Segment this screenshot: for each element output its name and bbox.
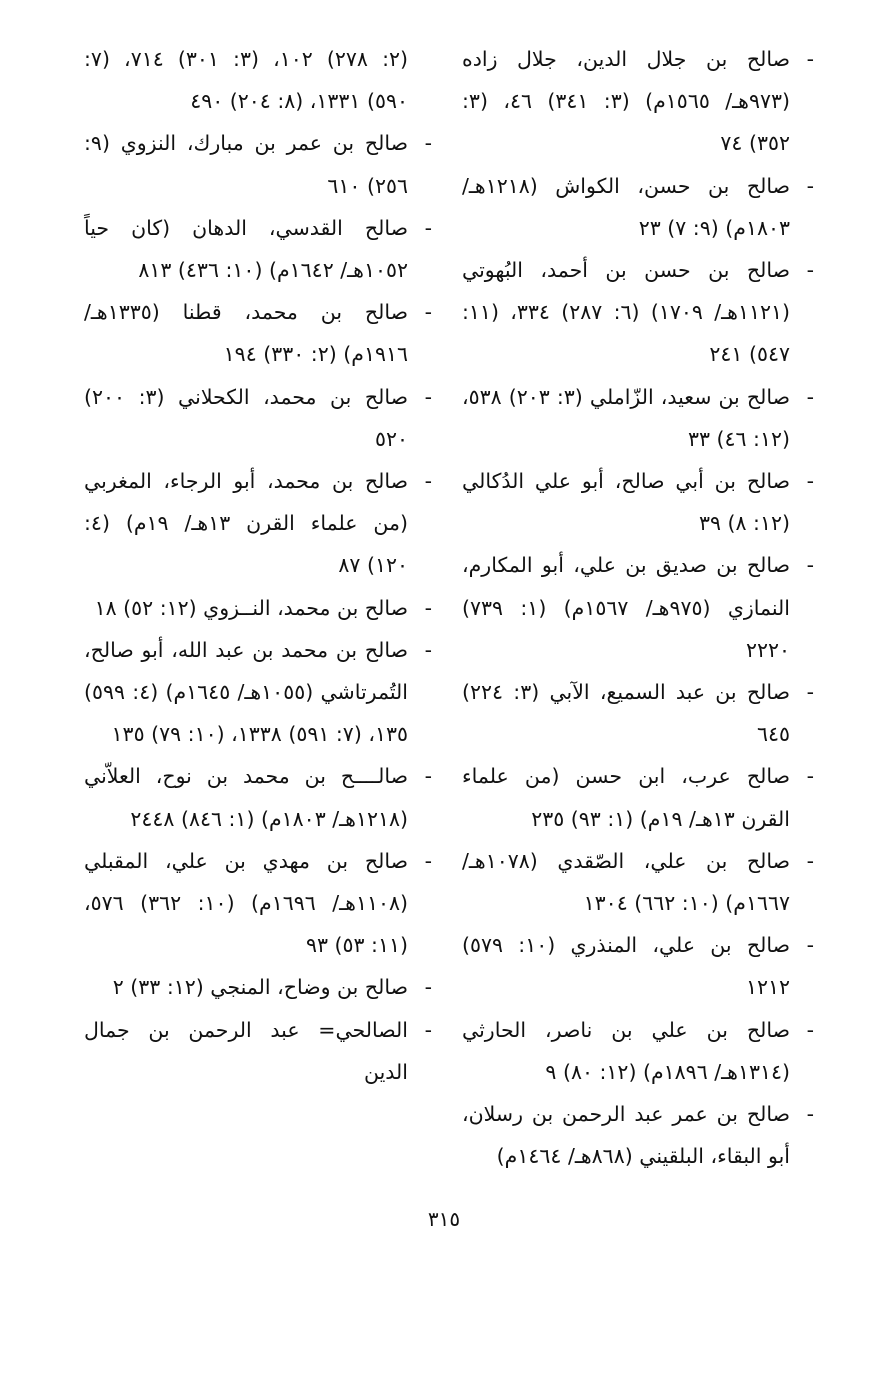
entry-dash: - bbox=[806, 173, 814, 198]
index-entry bbox=[462, 840, 814, 924]
entry-dash: - bbox=[424, 595, 432, 620]
index-entry bbox=[462, 1093, 814, 1177]
entry-text: صالح عرب، ابن حسن (من علماء القرن ١٣هـ/ ١٩م) (١: ٩٣) ٢٣٥ bbox=[462, 764, 790, 831]
entry-dash: - bbox=[806, 848, 814, 873]
entry-dash: - bbox=[806, 258, 814, 283]
entry-text: صالح بن عمر بن مبارك، النزوي (٩: ٢٥٦) ٦١٠ bbox=[84, 131, 408, 198]
entry-dash: - bbox=[806, 553, 814, 578]
index-entry bbox=[462, 38, 814, 165]
entry-text: صالح بن سعيد، الزّاملي (٣: ٢٠٣) ٥٣٨، (١٢: ٤٦) ٣٣ bbox=[462, 384, 790, 451]
index-entry bbox=[462, 376, 814, 460]
entry-text: صالح بن حسن، الكواش (١٢١٨هـ/ ١٨٠٣م) (٩: ٧) ٢٣ bbox=[462, 173, 790, 240]
entry-text: صالح بن عمر عبد الرحمن بن رسلان، أبو البقاء، البلقيني (٨٦٨هـ/ ١٤٦٤م) bbox=[462, 1102, 790, 1169]
entry-text: صالح بن علي، الصّقدي (١٠٧٨هـ/ ١٦٦٧م) (١٠: ٦٦٢) ١٣٠٤ bbox=[462, 848, 790, 916]
entry-text: صالح بن حسن بن أحمد، البُهوتي (١١٢١هـ/ ١٧٠٩) (٦: ٢٨٧) ٣٣٤، (١١: ٥٤٧) ٢٤١ bbox=[462, 258, 790, 367]
entry-dash: - bbox=[424, 975, 432, 1000]
index-entry bbox=[84, 207, 432, 291]
entry-text: صالح بن محمد بن عبد الله، أبو صالح، التُمرتاشي (١٠٥٥هـ/ ١٦٤٥م) (٤: ٥٩٩) ١٣٥، (٧: ٥٩١) ١٣٣٨، (١٠: ٧٩) ١٣٥ bbox=[84, 637, 408, 747]
index-entry bbox=[462, 924, 814, 1008]
entry-dash: - bbox=[424, 469, 432, 494]
entry-text: صالح بن وضاح، المنجي (١٢: ٣٣) ٢ bbox=[112, 975, 408, 1000]
entry-dash: - bbox=[424, 764, 432, 789]
entry-dash: - bbox=[424, 300, 432, 325]
entry-dash: - bbox=[806, 1017, 814, 1042]
entry-dash: - bbox=[424, 131, 432, 156]
entry-text: صالح بن محمد، أبو الرجاء، المغربي (من علماء القرن ١٣هـ/ ١٩م) (٤: ١٢٠) ٨٧ bbox=[84, 469, 408, 578]
entry-dash: - bbox=[806, 764, 814, 789]
entry-text: صالح بن عبد السميع، الآبي (٣: ٢٢٤) ٦٤٥ bbox=[462, 680, 790, 747]
entry-dash: - bbox=[806, 933, 814, 958]
entry-text: صالح بن أبي صالح، أبو علي الدُكالي (١٢: ٨) ٣٩ bbox=[462, 469, 790, 536]
index-entry bbox=[462, 755, 814, 839]
right-column bbox=[462, 38, 814, 1177]
index-entry bbox=[84, 1009, 432, 1093]
entry-text: صالح بن مهدي بن علي، المقبلي (١١٠٨هـ/ ١٦٩٦م) (١٠: ٣٦٢) ٥٧٦، (١١: ٥٣) ٩٣ bbox=[84, 848, 408, 958]
index-entry bbox=[84, 840, 432, 967]
page-number: ٣١٥ bbox=[427, 1207, 461, 1231]
index-entry bbox=[462, 165, 814, 249]
entry-text: صالح بن علي، المنذري (١٠: ٥٧٩) ١٢١٢ bbox=[462, 933, 790, 1000]
entry-text: صالح بن علي بن ناصر، الحارثي (١٣١٤هـ/ ١٨٩٦م) (١٢: ٨٠) ٩ bbox=[462, 1017, 790, 1084]
entry-text: صالح بن محمد، قطنا (١٣٣٥هـ/ ١٩١٦م) (٢: ٣٣٠) ١٩٤ bbox=[84, 300, 408, 367]
index-entry bbox=[84, 587, 432, 629]
entry-dash: - bbox=[806, 47, 814, 71]
entry-dash: - bbox=[424, 1017, 432, 1042]
index-entry bbox=[84, 966, 432, 1008]
entry-dash: - bbox=[424, 215, 432, 240]
entry-dash: - bbox=[424, 384, 432, 409]
index-entry-continuation bbox=[84, 38, 432, 122]
entry-dash: - bbox=[806, 680, 814, 705]
entry-text: صالح القدسي، الدهان (كان حياً ١٠٥٢هـ/ ١٦٤٢م) (١٠: ٤٣٦) ٨١٣ bbox=[84, 215, 408, 283]
entry-text: صالح بن محمد، النــزوي (١٢: ٥٢) ١٨ bbox=[94, 595, 408, 620]
index-entry bbox=[84, 291, 432, 375]
index-entry bbox=[462, 544, 814, 671]
entry-text: الصالحي= عبد الرحمن بن جمال الدين bbox=[84, 1017, 408, 1084]
index-entry bbox=[462, 460, 814, 544]
entry-text: صالح بن صديق بن علي، أبو المكارم، النمازي (٩٧٥هـ/ ١٥٦٧م) (١: ٧٣٩) ٢٢٢٠ bbox=[462, 553, 790, 662]
index-entry bbox=[462, 671, 814, 755]
entry-text: صالــــح بن محمد بن نوح، العلاّني (١٢١٨هـ/ ١٨٠٣م) (١: ٨٤٦) ٢٤٤٨ bbox=[84, 764, 408, 831]
index-entry bbox=[84, 755, 432, 839]
entry-dash: - bbox=[806, 1102, 814, 1127]
entry-dash: - bbox=[806, 469, 814, 494]
index-entry bbox=[84, 460, 432, 587]
entry-text: صالح بن محمد، الكحلاني (٣: ٢٠٠) ٥٢٠ bbox=[84, 384, 408, 451]
index-entry bbox=[84, 376, 432, 460]
entry-dash: - bbox=[424, 848, 432, 873]
entry-dash: - bbox=[424, 637, 432, 662]
index-entry bbox=[462, 1009, 814, 1093]
left-column bbox=[84, 38, 432, 1093]
index-entry bbox=[84, 122, 432, 206]
entry-dash: - bbox=[806, 384, 814, 409]
index-entry bbox=[84, 629, 432, 756]
entry-text: صالح بن جلال الدين، جلال زاده (٩٧٣هـ/ ١٥٦٥م) (٣: ٣٤١) ٤٦، (٣: ٣٥٢) ٧٤ bbox=[462, 47, 790, 156]
entry-text: (٢: ٢٧٨) ١٠٢، (٣: ٣٠١) ٧١٤، (٧: ٥٩٠) ١٣٣١، (٨: ٢٠٤) ٤٩٠ bbox=[84, 47, 408, 114]
index-entry bbox=[462, 249, 814, 376]
